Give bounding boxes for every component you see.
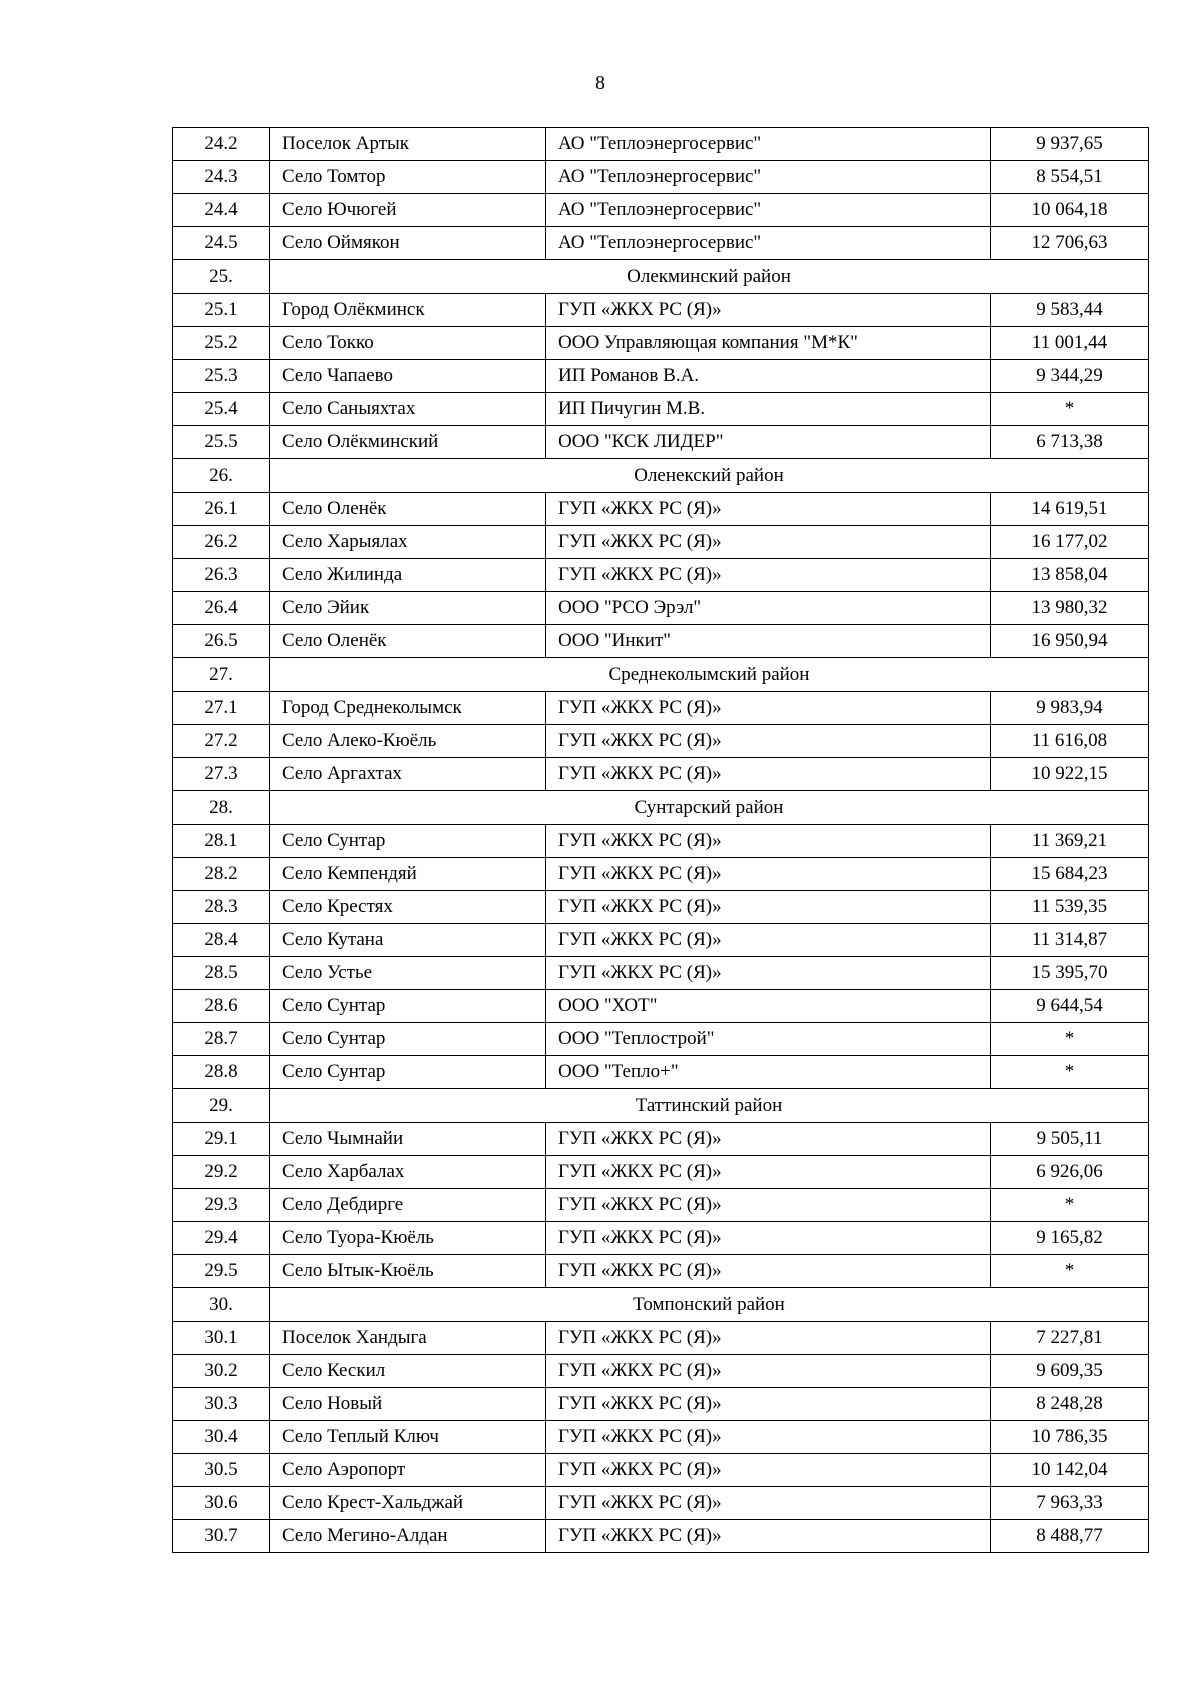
tariff-value-cell: 7 227,81	[991, 1322, 1149, 1355]
district-number: 27.	[173, 658, 270, 692]
row-number: 28.6	[173, 990, 270, 1023]
row-number: 28.5	[173, 957, 270, 990]
location-cell: Село Оленёк	[270, 493, 546, 526]
tariff-value-cell: *	[991, 1023, 1149, 1056]
organization-cell: ГУП «ЖКХ РС (Я)»	[546, 825, 991, 858]
table-row	[173, 1454, 1149, 1487]
row-number: 24.5	[173, 227, 270, 260]
organization-cell: ГУП «ЖКХ РС (Я)»	[546, 1189, 991, 1222]
organization-cell: ИП Пичугин М.В.	[546, 393, 991, 426]
location-cell: Поселок Хандыга	[270, 1322, 546, 1355]
table-row	[173, 858, 1149, 891]
tariff-value-cell: 9 644,54	[991, 990, 1149, 1023]
table-row	[173, 592, 1149, 625]
table-row	[173, 227, 1149, 260]
tariff-value-cell: 16 177,02	[991, 526, 1149, 559]
tariff-value-cell: 8 554,51	[991, 161, 1149, 194]
table-row	[173, 1189, 1149, 1222]
tariff-value-cell: 14 619,51	[991, 493, 1149, 526]
location-cell: Село Чапаево	[270, 360, 546, 393]
location-cell: Село Сунтар	[270, 990, 546, 1023]
tariff-value-cell: 6 926,06	[991, 1156, 1149, 1189]
table-row	[173, 758, 1149, 791]
location-cell: Село Аргахтах	[270, 758, 546, 791]
row-number: 29.4	[173, 1222, 270, 1255]
location-cell: Село Теплый Ключ	[270, 1421, 546, 1454]
table-row	[173, 825, 1149, 858]
district-header-row	[173, 260, 1149, 294]
tariff-value-cell: *	[991, 1189, 1149, 1222]
organization-cell: ИП Романов В.А.	[546, 360, 991, 393]
table-row	[173, 128, 1149, 161]
district-name: Оленекский район	[270, 459, 1149, 493]
table-row	[173, 1156, 1149, 1189]
tariff-value-cell: 10 786,35	[991, 1421, 1149, 1454]
district-header-row	[173, 459, 1149, 493]
table-row	[173, 426, 1149, 459]
location-cell: Село Сунтар	[270, 1023, 546, 1056]
location-cell: Село Оймякон	[270, 227, 546, 260]
tariff-value-cell: 8 488,77	[991, 1520, 1149, 1553]
organization-cell: ООО "РСО Эрэл"	[546, 592, 991, 625]
location-cell: Село Сунтар	[270, 1056, 546, 1089]
row-number: 29.3	[173, 1189, 270, 1222]
table-row	[173, 526, 1149, 559]
location-cell: Село Мегино-Алдан	[270, 1520, 546, 1553]
organization-cell: ГУП «ЖКХ РС (Я)»	[546, 957, 991, 990]
tariff-value-cell: 10 922,15	[991, 758, 1149, 791]
tariff-value-cell: 6 713,38	[991, 426, 1149, 459]
district-number: 25.	[173, 260, 270, 294]
tariff-value-cell: 13 980,32	[991, 592, 1149, 625]
location-cell: Село Алеко-Кюёль	[270, 725, 546, 758]
organization-cell: ГУП «ЖКХ РС (Я)»	[546, 924, 991, 957]
row-number: 25.5	[173, 426, 270, 459]
district-header-row	[173, 658, 1149, 692]
tariff-value-cell: *	[991, 393, 1149, 426]
organization-cell: АО "Теплоэнергосервис"	[546, 161, 991, 194]
tariff-value-cell: 11 369,21	[991, 825, 1149, 858]
organization-cell: ГУП «ЖКХ РС (Я)»	[546, 891, 991, 924]
tariff-value-cell: 13 858,04	[991, 559, 1149, 592]
tariff-value-cell: 9 609,35	[991, 1355, 1149, 1388]
organization-cell: ООО "Теплострой"	[546, 1023, 991, 1056]
organization-cell: ООО "Тепло+"	[546, 1056, 991, 1089]
table-row	[173, 161, 1149, 194]
row-number: 25.2	[173, 327, 270, 360]
tariff-table-body	[173, 128, 1149, 1553]
location-cell: Село Токко	[270, 327, 546, 360]
location-cell: Город Среднеколымск	[270, 692, 546, 725]
table-row	[173, 1023, 1149, 1056]
organization-cell: ГУП «ЖКХ РС (Я)»	[546, 1487, 991, 1520]
district-header-row	[173, 1089, 1149, 1123]
organization-cell: ГУП «ЖКХ РС (Я)»	[546, 1156, 991, 1189]
tariff-value-cell: 8 248,28	[991, 1388, 1149, 1421]
table-row	[173, 493, 1149, 526]
row-number: 28.3	[173, 891, 270, 924]
location-cell: Село Устье	[270, 957, 546, 990]
tariff-value-cell: 9 583,44	[991, 294, 1149, 327]
row-number: 28.7	[173, 1023, 270, 1056]
organization-cell: ГУП «ЖКХ РС (Я)»	[546, 1355, 991, 1388]
table-row	[173, 1322, 1149, 1355]
table-row	[173, 1520, 1149, 1553]
tariff-value-cell: 15 684,23	[991, 858, 1149, 891]
tariff-value-cell: 9 165,82	[991, 1222, 1149, 1255]
district-name: Среднеколымский район	[270, 658, 1149, 692]
organization-cell: ГУП «ЖКХ РС (Я)»	[546, 1421, 991, 1454]
row-number: 26.3	[173, 559, 270, 592]
tariff-value-cell: *	[991, 1056, 1149, 1089]
tariff-value-cell: 15 395,70	[991, 957, 1149, 990]
organization-cell: АО "Теплоэнергосервис"	[546, 194, 991, 227]
row-number: 29.1	[173, 1123, 270, 1156]
table-row	[173, 1255, 1149, 1288]
table-row	[173, 1056, 1149, 1089]
organization-cell: ГУП «ЖКХ РС (Я)»	[546, 692, 991, 725]
location-cell: Село Кескил	[270, 1355, 546, 1388]
row-number: 30.1	[173, 1322, 270, 1355]
district-number: 28.	[173, 791, 270, 825]
table-row	[173, 957, 1149, 990]
location-cell: Село Аэропорт	[270, 1454, 546, 1487]
location-cell: Село Саныяхтах	[270, 393, 546, 426]
tariff-value-cell: 12 706,63	[991, 227, 1149, 260]
location-cell: Село Новый	[270, 1388, 546, 1421]
table-row	[173, 194, 1149, 227]
table-row	[173, 1421, 1149, 1454]
organization-cell: ГУП «ЖКХ РС (Я)»	[546, 559, 991, 592]
location-cell: Село Томтор	[270, 161, 546, 194]
location-cell: Село Крест-Хальджай	[270, 1487, 546, 1520]
tariff-table	[172, 127, 1149, 1553]
location-cell: Село Дебдирге	[270, 1189, 546, 1222]
location-cell: Село Олёкминский	[270, 426, 546, 459]
table-row	[173, 1355, 1149, 1388]
table-row	[173, 294, 1149, 327]
row-number: 30.6	[173, 1487, 270, 1520]
table-row	[173, 891, 1149, 924]
row-number: 28.1	[173, 825, 270, 858]
organization-cell: АО "Теплоэнергосервис"	[546, 227, 991, 260]
district-name: Сунтарский район	[270, 791, 1149, 825]
table-row	[173, 625, 1149, 658]
row-number: 25.4	[173, 393, 270, 426]
row-number: 24.2	[173, 128, 270, 161]
organization-cell: ООО "Инкит"	[546, 625, 991, 658]
tariff-value-cell: 9 937,65	[991, 128, 1149, 161]
tariff-value-cell: 11 001,44	[991, 327, 1149, 360]
row-number: 27.2	[173, 725, 270, 758]
district-number: 26.	[173, 459, 270, 493]
organization-cell: ГУП «ЖКХ РС (Я)»	[546, 1454, 991, 1487]
district-number: 30.	[173, 1288, 270, 1322]
tariff-value-cell: *	[991, 1255, 1149, 1288]
location-cell: Село Оленёк	[270, 625, 546, 658]
location-cell: Село Кутана	[270, 924, 546, 957]
row-number: 29.2	[173, 1156, 270, 1189]
table-row	[173, 1123, 1149, 1156]
tariff-value-cell: 7 963,33	[991, 1487, 1149, 1520]
location-cell: Село Сунтар	[270, 825, 546, 858]
district-name: Олекминский район	[270, 260, 1149, 294]
row-number: 26.4	[173, 592, 270, 625]
row-number: 28.2	[173, 858, 270, 891]
tariff-value-cell: 10 064,18	[991, 194, 1149, 227]
tariff-value-cell: 9 505,11	[991, 1123, 1149, 1156]
tariff-value-cell: 16 950,94	[991, 625, 1149, 658]
organization-cell: ГУП «ЖКХ РС (Я)»	[546, 493, 991, 526]
table-row	[173, 393, 1149, 426]
row-number: 30.3	[173, 1388, 270, 1421]
row-number: 24.4	[173, 194, 270, 227]
organization-cell: ГУП «ЖКХ РС (Я)»	[546, 1388, 991, 1421]
location-cell: Село Харбалах	[270, 1156, 546, 1189]
organization-cell: ООО "ХОТ"	[546, 990, 991, 1023]
table-row	[173, 360, 1149, 393]
district-name: Таттинский район	[270, 1089, 1149, 1123]
organization-cell: ГУП «ЖКХ РС (Я)»	[546, 758, 991, 791]
location-cell: Село Чымнайи	[270, 1123, 546, 1156]
table-row	[173, 327, 1149, 360]
table-row	[173, 990, 1149, 1023]
location-cell: Село Крестях	[270, 891, 546, 924]
table-row	[173, 1388, 1149, 1421]
organization-cell: АО "Теплоэнергосервис"	[546, 128, 991, 161]
page-number: 8	[595, 72, 605, 94]
row-number: 28.8	[173, 1056, 270, 1089]
organization-cell: ГУП «ЖКХ РС (Я)»	[546, 1322, 991, 1355]
table-row	[173, 559, 1149, 592]
location-cell: Город Олёкминск	[270, 294, 546, 327]
table-row	[173, 725, 1149, 758]
table-row	[173, 1222, 1149, 1255]
organization-cell: ООО Управляющая компания "М*К"	[546, 327, 991, 360]
district-name: Томпонский район	[270, 1288, 1149, 1322]
tariff-value-cell: 11 314,87	[991, 924, 1149, 957]
table-row	[173, 1487, 1149, 1520]
organization-cell: ГУП «ЖКХ РС (Я)»	[546, 526, 991, 559]
row-number: 25.1	[173, 294, 270, 327]
organization-cell: ГУП «ЖКХ РС (Я)»	[546, 1123, 991, 1156]
row-number: 24.3	[173, 161, 270, 194]
location-cell: Село Эйик	[270, 592, 546, 625]
organization-cell: ГУП «ЖКХ РС (Я)»	[546, 725, 991, 758]
organization-cell: ГУП «ЖКХ РС (Я)»	[546, 1520, 991, 1553]
row-number: 30.4	[173, 1421, 270, 1454]
location-cell: Село Харыялах	[270, 526, 546, 559]
district-header-row	[173, 791, 1149, 825]
location-cell: Село Ытык-Кюёль	[270, 1255, 546, 1288]
row-number: 28.4	[173, 924, 270, 957]
location-cell: Село Жилинда	[270, 559, 546, 592]
tariff-value-cell: 10 142,04	[991, 1454, 1149, 1487]
row-number: 27.3	[173, 758, 270, 791]
organization-cell: ГУП «ЖКХ РС (Я)»	[546, 858, 991, 891]
row-number: 25.3	[173, 360, 270, 393]
tariff-value-cell: 11 539,35	[991, 891, 1149, 924]
row-number: 27.1	[173, 692, 270, 725]
row-number: 30.5	[173, 1454, 270, 1487]
row-number: 26.5	[173, 625, 270, 658]
organization-cell: ООО "КСК ЛИДЕР"	[546, 426, 991, 459]
organization-cell: ГУП «ЖКХ РС (Я)»	[546, 1255, 991, 1288]
location-cell: Село Кемпендяй	[270, 858, 546, 891]
district-header-row	[173, 1288, 1149, 1322]
location-cell: Поселок Артык	[270, 128, 546, 161]
location-cell: Село Ючюгей	[270, 194, 546, 227]
row-number: 26.1	[173, 493, 270, 526]
row-number: 30.7	[173, 1520, 270, 1553]
row-number: 26.2	[173, 526, 270, 559]
row-number: 29.5	[173, 1255, 270, 1288]
tariff-value-cell: 11 616,08	[991, 725, 1149, 758]
organization-cell: ГУП «ЖКХ РС (Я)»	[546, 1222, 991, 1255]
table-row	[173, 924, 1149, 957]
tariff-value-cell: 9 344,29	[991, 360, 1149, 393]
organization-cell: ГУП «ЖКХ РС (Я)»	[546, 294, 991, 327]
district-number: 29.	[173, 1089, 270, 1123]
tariff-value-cell: 9 983,94	[991, 692, 1149, 725]
location-cell: Село Туора-Кюёль	[270, 1222, 546, 1255]
table-row	[173, 692, 1149, 725]
row-number: 30.2	[173, 1355, 270, 1388]
